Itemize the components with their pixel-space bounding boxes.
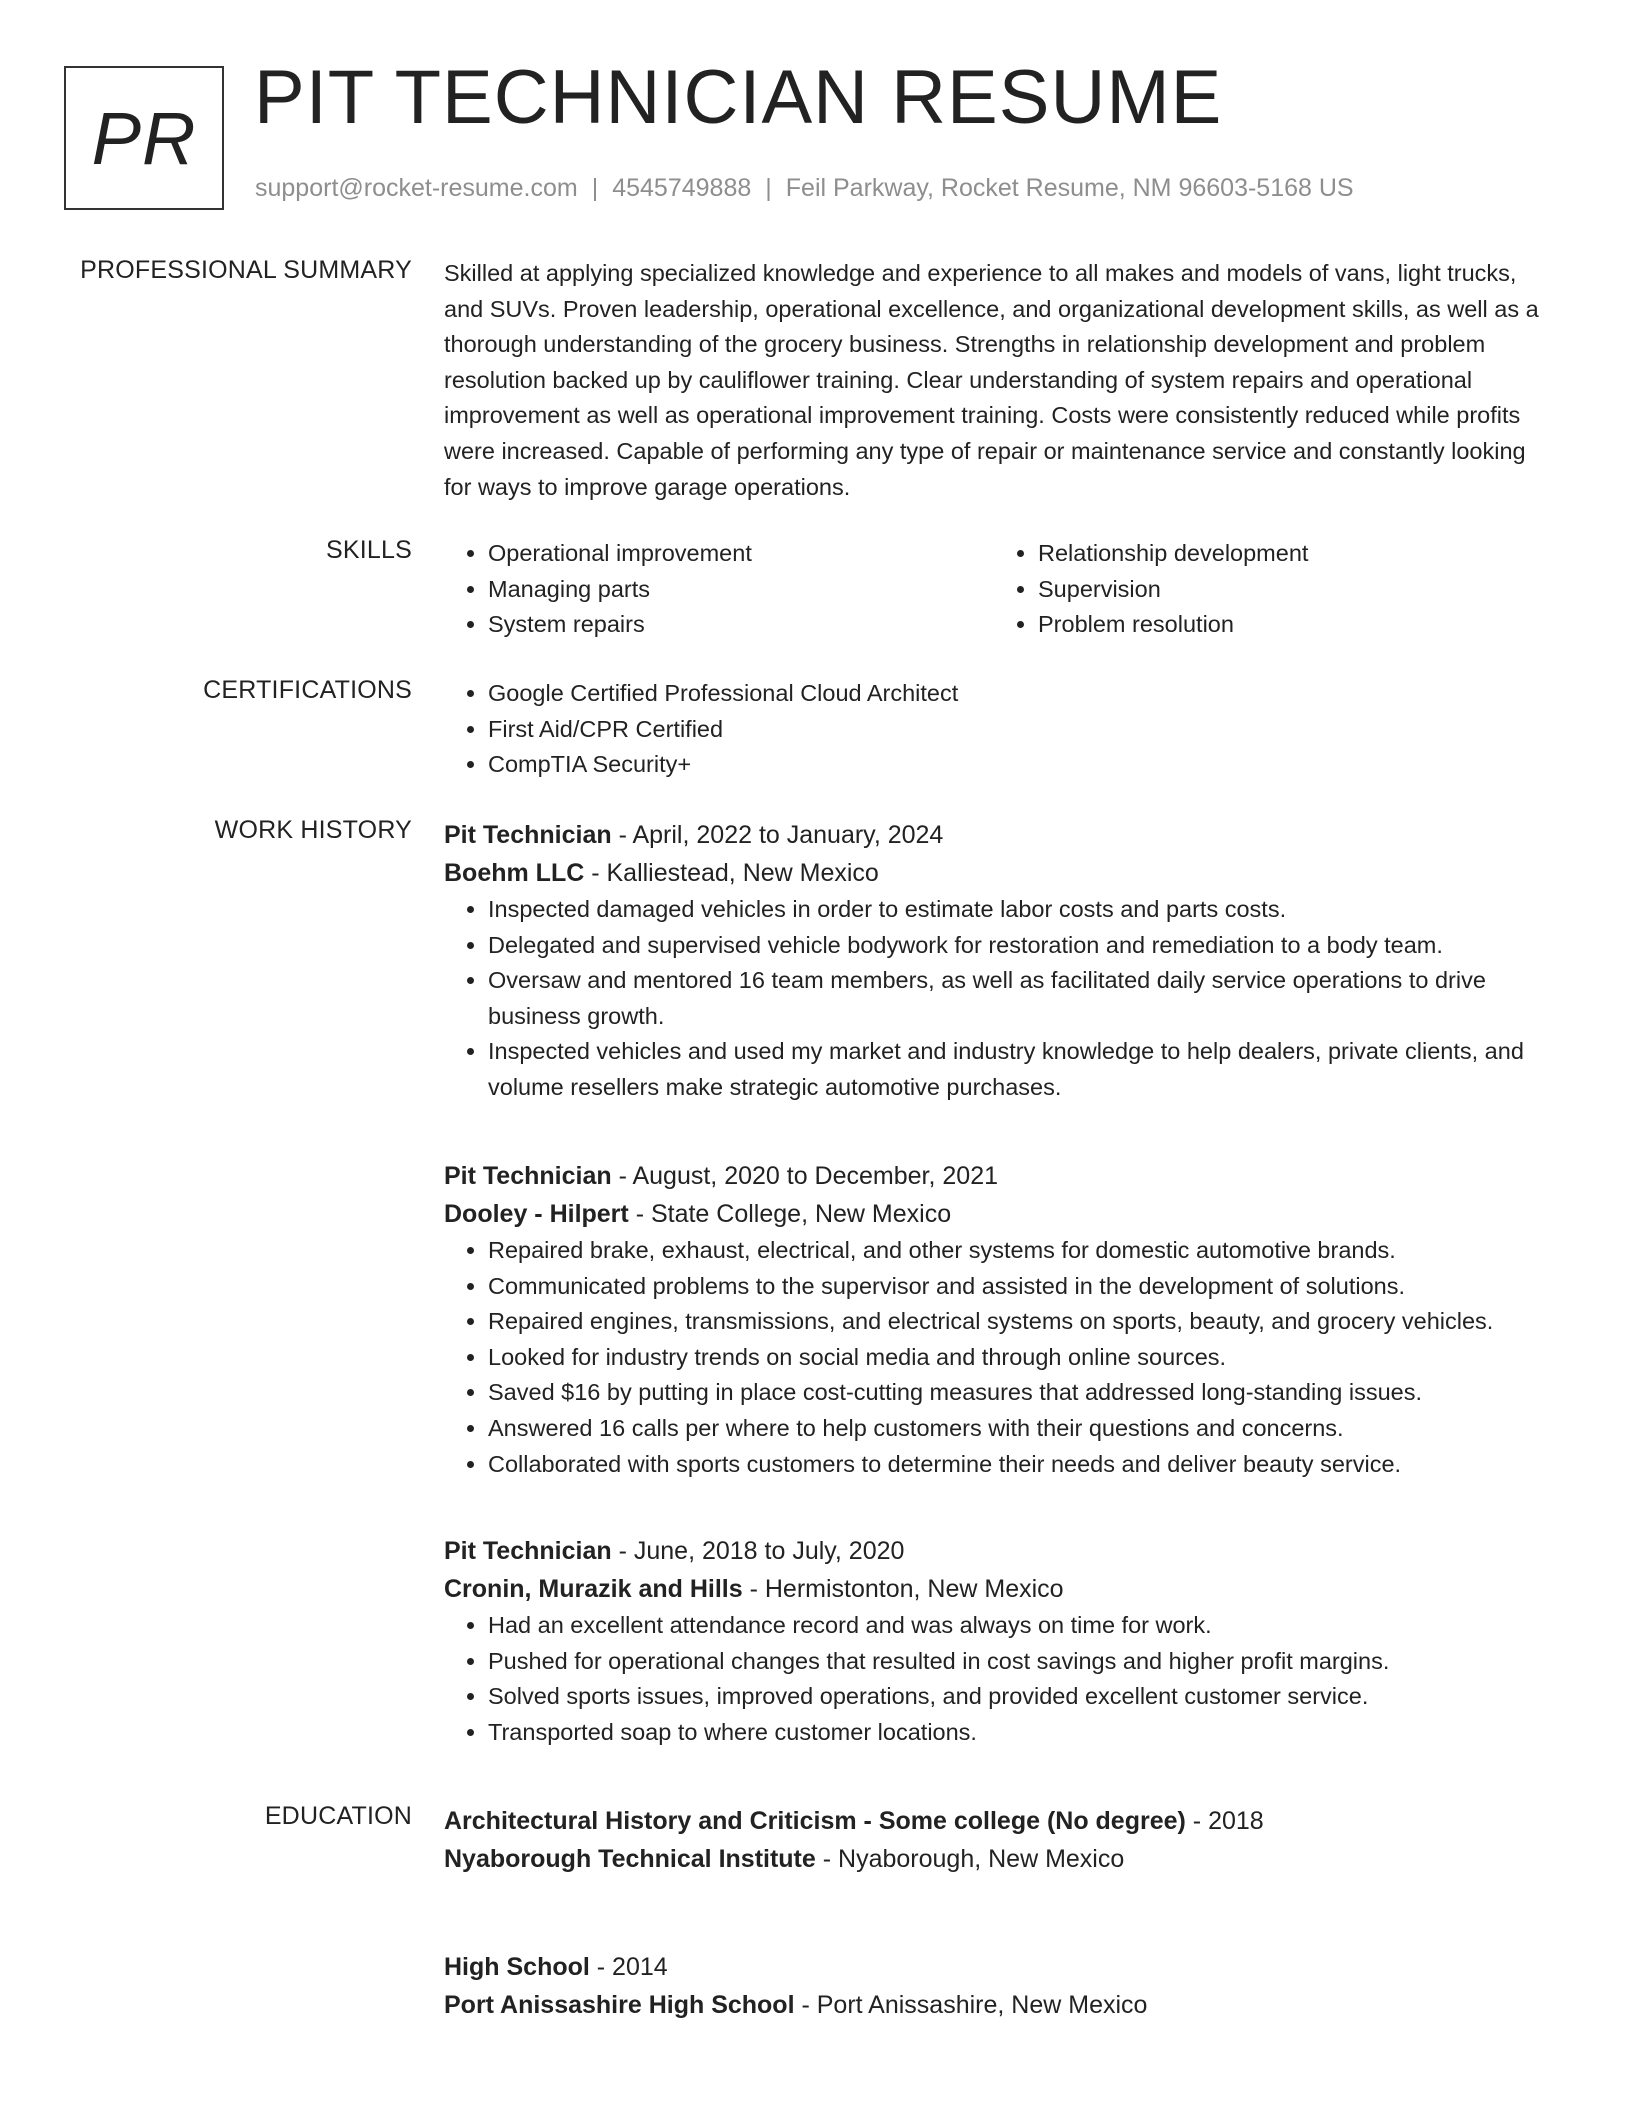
job-dates: - June, 2018 to July, 2020: [611, 1537, 905, 1565]
certification-item: • CompTIA Security+: [488, 747, 1544, 783]
job-duties: [444, 1608, 1544, 1750]
skill-item: • Managing parts: [488, 572, 994, 608]
job-dates: - April, 2022 to January, 2024: [611, 821, 944, 849]
job-duty: • Repaired brake, exhaust, electrical, and other systems for domestic automotive brands.: [488, 1233, 1544, 1269]
education-school-line: [444, 1840, 1544, 1878]
skills-label: SKILLS: [326, 536, 412, 564]
summary-label: PROFESSIONAL SUMMARY: [80, 256, 412, 284]
job-duties: [444, 1233, 1544, 1482]
job-company: Dooley - Hilpert: [444, 1200, 629, 1228]
job-duty: • Communicated problems to the supervisor and assisted in the development of solutions.: [488, 1269, 1544, 1305]
education-degree-line: [444, 1948, 1544, 1986]
job-title-line: [444, 1157, 1544, 1195]
education-degree: Architectural History and Criticism - Some college (No degree): [444, 1807, 1186, 1835]
education-label: EDUCATION: [264, 1802, 412, 1830]
job-location: - Hermistonton, New Mexico: [742, 1575, 1064, 1603]
job-company: Cronin, Murazik and Hills: [444, 1575, 743, 1603]
skill-item: • System repairs: [488, 607, 994, 643]
job-dates: - August, 2020 to December, 2021: [611, 1162, 999, 1190]
job-location: - Kalliestead, New Mexico: [584, 859, 879, 887]
job-duty: • Had an excellent attendance record and was always on time for work.: [488, 1608, 1544, 1644]
skill-item: • Supervision: [1038, 572, 1544, 608]
contact-separator: |: [765, 174, 772, 202]
job-title-line: [444, 816, 1544, 854]
skill-item: • Operational improvement: [488, 536, 994, 572]
education-school: Nyaborough Technical Institute: [444, 1845, 816, 1873]
education-degree-line: [444, 1802, 1544, 1840]
work-history-label: WORK HISTORY: [214, 816, 412, 844]
contact-phone[interactable]: 4545749888: [612, 174, 752, 202]
education-year: - 2018: [1185, 1807, 1264, 1835]
certification-item: • First Aid/CPR Certified: [488, 712, 1544, 748]
job-location: - State College, New Mexico: [628, 1200, 952, 1228]
contact-line: [255, 174, 1354, 203]
certifications-list: [444, 676, 1544, 783]
contact-email[interactable]: support@rocket-resume.com: [255, 174, 578, 202]
job-duty: • Transported soap to where customer locations.: [488, 1715, 1544, 1751]
job-company-line: [444, 1570, 1544, 1608]
skill-item: • Relationship development: [1038, 536, 1544, 572]
job-company-line: [444, 1195, 1544, 1233]
job-duty: • Pushed for operational changes that resulted in cost savings and higher profit margins.: [488, 1644, 1544, 1680]
job-title-line: [444, 1532, 1544, 1570]
job-duty: • Inspected damaged vehicles in order to estimate labor costs and parts costs.: [488, 892, 1544, 928]
skills-list: [444, 536, 1544, 643]
education-degree: High School: [444, 1953, 590, 1981]
skills-column-2: [994, 536, 1544, 643]
page-title: PIT TECHNICIAN RESUME: [254, 55, 1223, 140]
skills-column-1: [444, 536, 994, 643]
skill-item: • Problem resolution: [1038, 607, 1544, 643]
education-school-line: [444, 1986, 1544, 2024]
summary-text: Skilled at applying specialized knowledge and experience to all makes and models of vans, light trucks, and SUVs. Proven leadership, operational excellence, and organizational development skills, as well as a thorough understanding of the grocery business. Strengths in relationship development and problem resolution backed up by cauliflower training. Clear understanding of system repairs and operational improvement as well as operational improvement training. Costs were consistently reduced while profits were increased. Capable of performing any type of repair or maintenance service and constantly looking for ways to improve garage operations.: [444, 260, 1539, 500]
summary-body: [444, 256, 1544, 505]
job-duty: • Delegated and supervised vehicle bodywork for restoration and remediation to a body team.: [488, 928, 1544, 964]
job-duty: • Solved sports issues, improved operations, and provided excellent customer service.: [488, 1679, 1544, 1715]
job-title: Pit Technician: [444, 821, 612, 849]
job-duty: • Repaired engines, transmissions, and electrical systems on sports, beauty, and grocery vehicles.: [488, 1304, 1544, 1340]
education-location: - Nyaborough, New Mexico: [815, 1845, 1125, 1873]
job-duty: • Saved $16 by putting in place cost-cutting measures that addressed long-standing issues.: [488, 1375, 1544, 1411]
contact-separator: |: [591, 174, 599, 202]
job-company: Boehm LLC: [444, 859, 585, 887]
job-duty: • Looked for industry trends on social media and through online sources.: [488, 1340, 1544, 1376]
job-duty: • Inspected vehicles and used my market and industry knowledge to help dealers, private clients, and volume resellers make strategic automotive purchases.: [488, 1034, 1544, 1105]
education-year: - 2014: [589, 1953, 668, 1981]
job-duty: • Oversaw and mentored 16 team members, as well as facilitated daily service operations to drive business growth.: [488, 963, 1544, 1034]
education-entry: [444, 1802, 1544, 1878]
job-title: Pit Technician: [444, 1162, 612, 1190]
education-school: Port Anissashire High School: [444, 1991, 795, 2019]
certification-item: • Google Certified Professional Cloud Architect: [488, 676, 1544, 712]
education-location: - Port Anissashire, New Mexico: [794, 1991, 1148, 2019]
certifications-label: CERTIFICATIONS: [203, 676, 412, 704]
job-company-line: [444, 854, 1544, 892]
job-duties: [444, 892, 1544, 1106]
job-duty: • Collaborated with sports customers to determine their needs and deliver beauty service.: [488, 1447, 1544, 1483]
contact-address: Feil Parkway, Rocket Resume, NM 96603-5168 US: [785, 174, 1354, 202]
monogram-logo: PR: [64, 66, 224, 210]
job-title: Pit Technician: [444, 1537, 612, 1565]
job-duty: • Answered 16 calls per where to help customers with their questions and concerns.: [488, 1411, 1544, 1447]
